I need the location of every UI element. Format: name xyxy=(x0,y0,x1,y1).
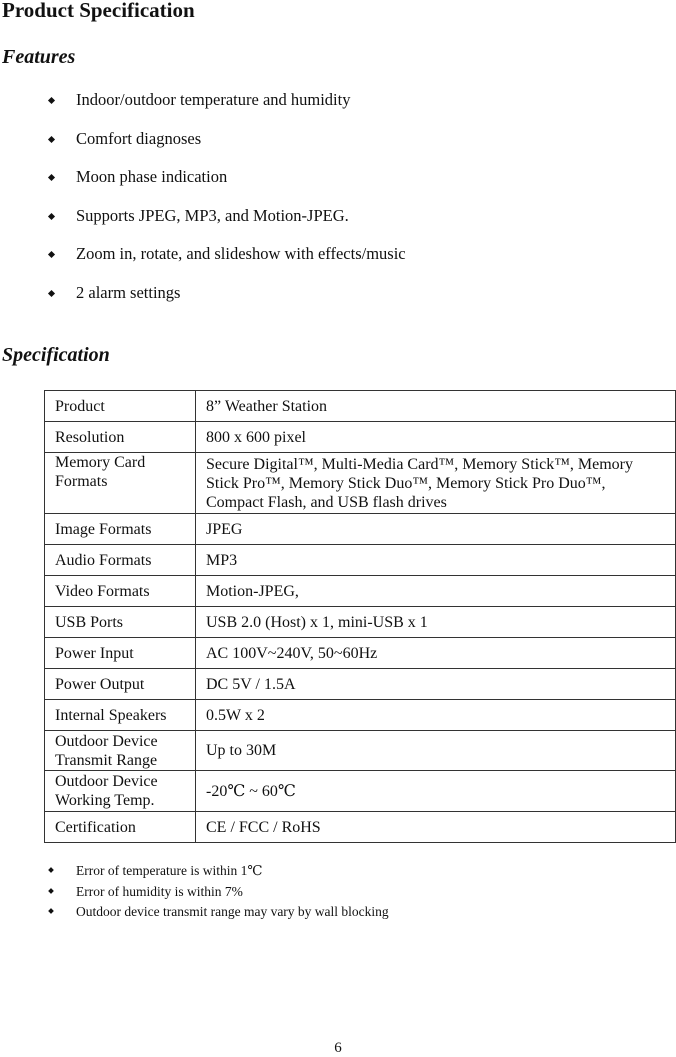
list-item: Supports JPEG, MP3, and Motion-JPEG. xyxy=(0,204,406,243)
spec-value: MP3 xyxy=(196,545,676,576)
diamond-bullet-icon xyxy=(48,290,55,297)
diamond-bullet-icon xyxy=(48,136,55,143)
table-row xyxy=(45,812,676,843)
notes-list xyxy=(0,862,389,924)
diamond-bullet-icon xyxy=(48,251,55,258)
spec-label: Internal Speakers xyxy=(45,700,196,731)
spec-label: Product xyxy=(45,391,196,422)
spec-value: Motion-JPEG, xyxy=(196,576,676,607)
spec-value: CE / FCC / RoHS xyxy=(196,812,676,843)
diamond-bullet-icon xyxy=(48,213,55,220)
diamond-bullet-icon xyxy=(48,888,54,894)
spec-label: Certification xyxy=(45,812,196,843)
note-item: Error of humidity is within 7% xyxy=(0,883,389,904)
spec-label: Resolution xyxy=(45,422,196,453)
spec-value: Secure Digital™, Multi-Media Card™, Memory Stick™, Memory Stick Pro™, Memory Stick Duo™, Memory Stick Pro Duo™, Compact Flash, and USB flash drives xyxy=(196,453,676,514)
page-number: 6 xyxy=(334,1040,342,1056)
spec-value: 8” Weather Station xyxy=(196,391,676,422)
table-row xyxy=(45,607,676,638)
specification-heading: Specification xyxy=(2,344,110,366)
table-row xyxy=(45,422,676,453)
list-item: Indoor/outdoor temperature and humidity xyxy=(0,88,406,127)
note-item: Error of temperature is within 1℃ xyxy=(0,862,389,883)
note-item: Outdoor device transmit range may vary by wall blocking xyxy=(0,903,389,924)
list-item: Zoom in, rotate, and slideshow with effects/music xyxy=(0,242,406,281)
spec-label: Image Formats xyxy=(45,514,196,545)
spec-label: Power Output xyxy=(45,669,196,700)
table-row xyxy=(45,514,676,545)
table-row xyxy=(45,545,676,576)
diamond-bullet-icon xyxy=(48,867,54,873)
spec-label: Outdoor Device Working Temp. xyxy=(45,771,196,812)
features-list xyxy=(0,88,406,320)
spec-label: Outdoor Device Transmit Range xyxy=(45,731,196,771)
spec-value: AC 100V~240V, 50~60Hz xyxy=(196,638,676,669)
table-row xyxy=(45,638,676,669)
spec-value: JPEG xyxy=(196,514,676,545)
table-row xyxy=(45,669,676,700)
spec-label: Memory Card Formats xyxy=(45,453,196,514)
diamond-bullet-icon xyxy=(48,174,55,181)
table-row xyxy=(45,771,676,812)
diamond-bullet-icon xyxy=(48,97,55,104)
list-item: 2 alarm settings xyxy=(0,281,406,320)
page-title: Product Specification xyxy=(2,0,195,22)
spec-value: USB 2.0 (Host) x 1, mini-USB x 1 xyxy=(196,607,676,638)
table-row xyxy=(45,391,676,422)
spec-value: 0.5W x 2 xyxy=(196,700,676,731)
features-heading: Features xyxy=(2,46,76,68)
spec-value: Up to 30M xyxy=(196,731,676,771)
spec-label: Audio Formats xyxy=(45,545,196,576)
spec-table xyxy=(44,390,676,843)
spec-value: DC 5V / 1.5A xyxy=(196,669,676,700)
table-row xyxy=(45,731,676,771)
spec-value: 800 x 600 pixel xyxy=(196,422,676,453)
spec-value: -20℃ ~ 60℃ xyxy=(196,771,676,812)
list-item: Moon phase indication xyxy=(0,165,406,204)
table-row xyxy=(45,700,676,731)
table-row xyxy=(45,453,676,514)
spec-label: Video Formats xyxy=(45,576,196,607)
diamond-bullet-icon xyxy=(48,908,54,914)
list-item: Comfort diagnoses xyxy=(0,127,406,166)
table-row xyxy=(45,576,676,607)
spec-label: USB Ports xyxy=(45,607,196,638)
spec-label: Power Input xyxy=(45,638,196,669)
